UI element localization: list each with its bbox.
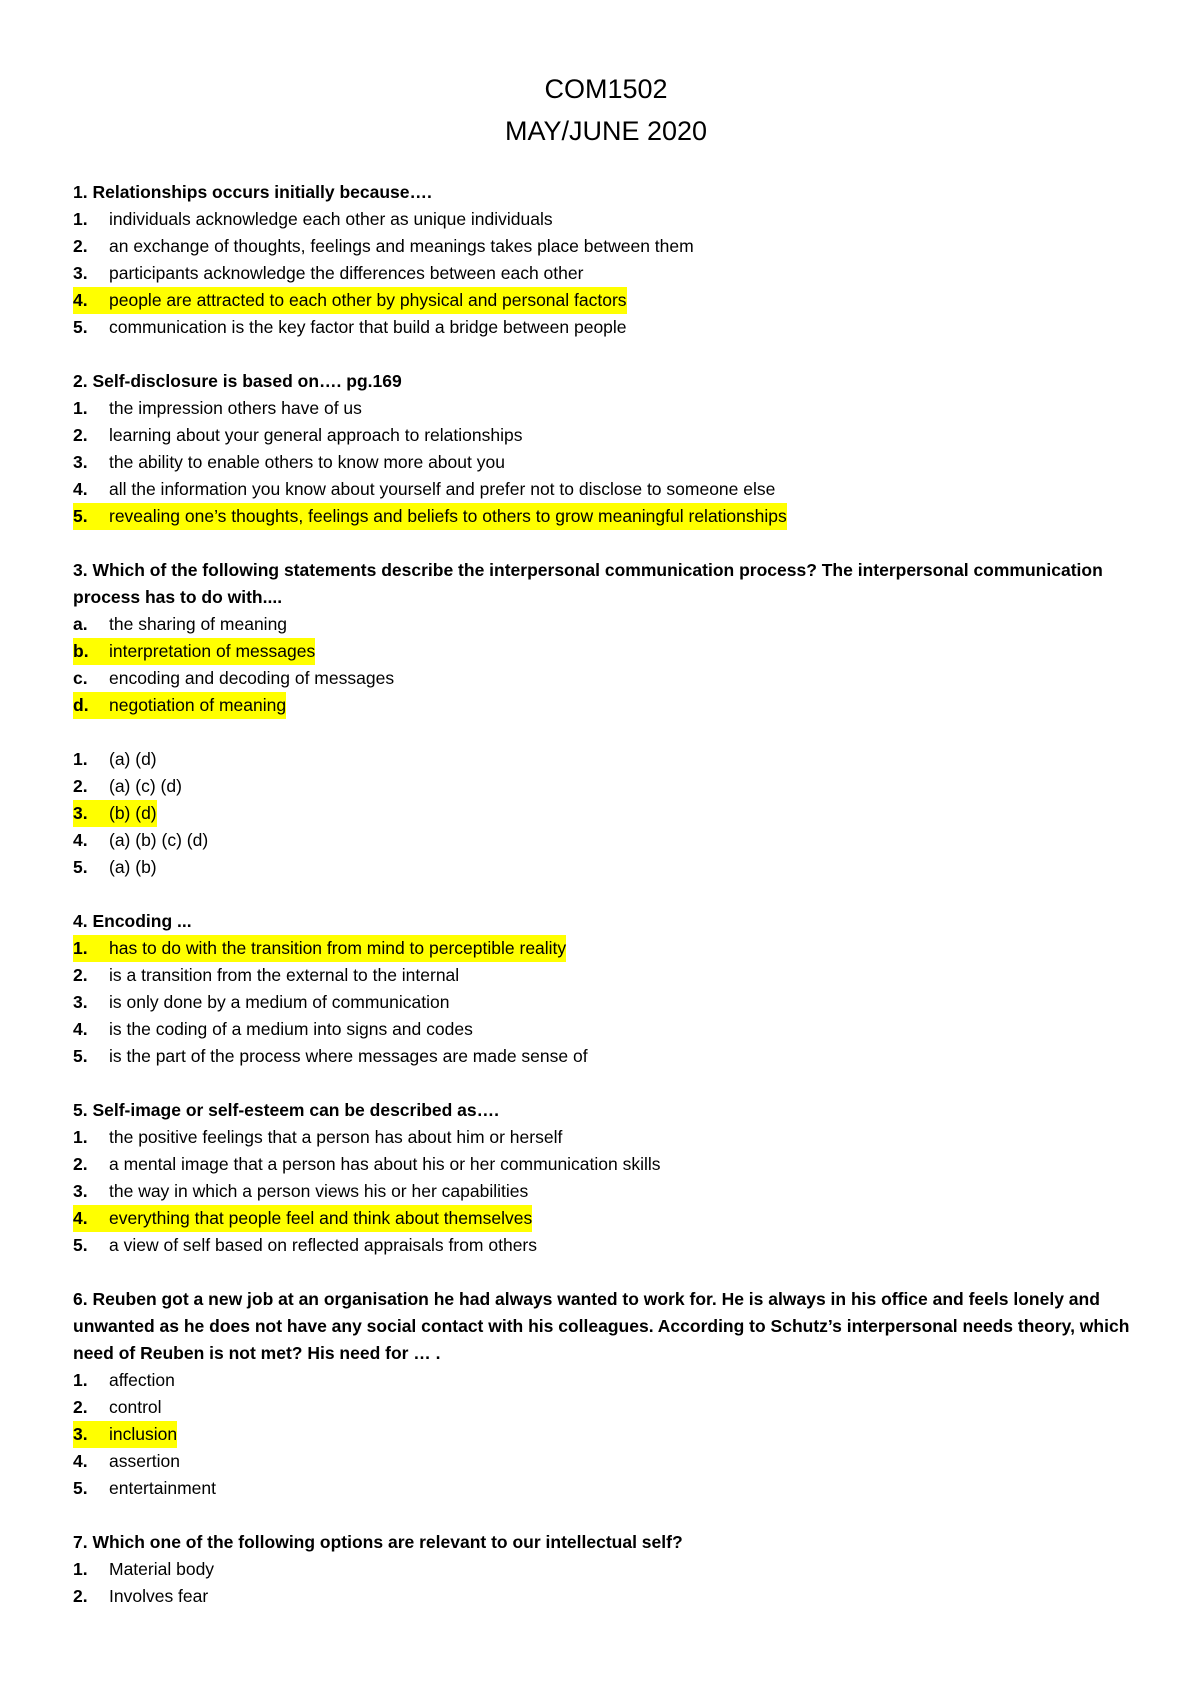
question-stem: 4. Encoding ... bbox=[73, 911, 192, 931]
option-text: inclusion bbox=[109, 1421, 177, 1448]
question-7 bbox=[73, 1529, 1153, 1610]
answer-option bbox=[73, 1583, 1153, 1610]
answer-option bbox=[73, 260, 1153, 287]
option-label: 2. bbox=[73, 776, 88, 796]
option-text: people are attracted to each other by physical and personal factors bbox=[109, 287, 627, 314]
answer-option bbox=[73, 1124, 1153, 1151]
answer-option bbox=[73, 1556, 1153, 1583]
option-text: participants acknowledge the differences between each other bbox=[109, 263, 584, 283]
option-label: 3. bbox=[73, 800, 109, 827]
option-text: affection bbox=[109, 1370, 175, 1390]
option-text: the positive feelings that a person has about him or herself bbox=[109, 1127, 563, 1147]
combination-option bbox=[73, 827, 1153, 854]
answer-option bbox=[73, 314, 1153, 341]
option-text: is only done by a medium of communication bbox=[109, 992, 450, 1012]
answer-option bbox=[73, 287, 1153, 314]
option-label: 3. bbox=[73, 992, 88, 1012]
option-text: an exchange of thoughts, feelings and meanings takes place between them bbox=[109, 236, 694, 256]
option-label: 2. bbox=[73, 965, 88, 985]
option-label: d. bbox=[73, 692, 109, 719]
option-label: 2. bbox=[73, 1154, 88, 1174]
course-code: COM1502 bbox=[544, 74, 668, 104]
option-label: 5. bbox=[73, 1235, 88, 1255]
option-text: negotiation of meaning bbox=[109, 692, 286, 719]
question-6 bbox=[73, 1286, 1153, 1502]
option-label: 5. bbox=[73, 317, 88, 337]
answer-option bbox=[73, 1151, 1153, 1178]
answer-option bbox=[73, 962, 1153, 989]
option-text: individuals acknowledge each other as unique individuals bbox=[109, 209, 553, 229]
answer-option bbox=[73, 449, 1153, 476]
option-text: Material body bbox=[109, 1559, 215, 1579]
answer-option bbox=[73, 503, 1153, 530]
question-2 bbox=[73, 368, 1153, 530]
answer-option bbox=[73, 422, 1153, 449]
answer-option bbox=[73, 1421, 1153, 1448]
question-5 bbox=[73, 1097, 1153, 1259]
combination-option bbox=[73, 746, 1153, 773]
option-text: all the information you know about yourself and prefer not to disclose to someone else bbox=[109, 479, 776, 499]
answer-option bbox=[73, 1205, 1153, 1232]
answer-option bbox=[73, 1475, 1153, 1502]
option-label: 2. bbox=[73, 1586, 88, 1606]
option-text: (a) (b) bbox=[109, 857, 157, 877]
combination-option bbox=[73, 773, 1153, 800]
answer-option bbox=[73, 692, 1153, 719]
option-label: 1. bbox=[73, 1370, 88, 1390]
answer-option bbox=[73, 1043, 1153, 1070]
option-text: control bbox=[109, 1397, 162, 1417]
answer-option bbox=[73, 476, 1153, 503]
option-text: a view of self based on reflected appraisals from others bbox=[109, 1235, 537, 1255]
option-text: everything that people feel and think about themselves bbox=[109, 1205, 532, 1232]
option-label: 1. bbox=[73, 1559, 88, 1579]
option-text: is the part of the process where messages are made sense of bbox=[109, 1046, 588, 1066]
option-label: 3. bbox=[73, 452, 88, 472]
option-label: 5. bbox=[73, 857, 88, 877]
option-label: 4. bbox=[73, 1451, 88, 1471]
option-label: 5. bbox=[73, 1046, 88, 1066]
answer-option bbox=[73, 206, 1153, 233]
option-label: b. bbox=[73, 638, 109, 665]
option-label: 1. bbox=[73, 749, 88, 769]
question-stem: 2. Self-disclosure is based on…. pg.169 bbox=[73, 371, 402, 391]
exam-session: MAY/JUNE 2020 bbox=[504, 116, 708, 146]
option-text: (a) (c) (d) bbox=[109, 776, 182, 796]
option-label: 3. bbox=[73, 1181, 88, 1201]
option-text: learning about your general approach to relationships bbox=[109, 425, 523, 445]
question-stem: 5. Self-image or self-esteem can be described as…. bbox=[73, 1100, 500, 1120]
option-label: 5. bbox=[73, 503, 109, 530]
option-text: communication is the key factor that build a bridge between people bbox=[109, 317, 627, 337]
answer-option bbox=[73, 1367, 1153, 1394]
option-text: has to do with the transition from mind to perceptible reality bbox=[109, 935, 566, 962]
answer-option bbox=[73, 1394, 1153, 1421]
answer-option bbox=[73, 935, 1153, 962]
answer-option bbox=[73, 1016, 1153, 1043]
option-label: 1. bbox=[73, 398, 88, 418]
answer-option bbox=[73, 665, 1153, 692]
option-text: is the coding of a medium into signs and codes bbox=[109, 1019, 473, 1039]
option-label: 3. bbox=[73, 263, 88, 283]
option-text: the ability to enable others to know more about you bbox=[109, 452, 505, 472]
answer-option bbox=[73, 1232, 1153, 1259]
option-text: the sharing of meaning bbox=[109, 614, 288, 634]
answer-option bbox=[73, 1448, 1153, 1475]
option-text: (b) (d) bbox=[109, 800, 157, 827]
option-label: 5. bbox=[73, 1478, 88, 1498]
combination-option bbox=[73, 800, 1153, 827]
option-label: 4. bbox=[73, 1019, 88, 1039]
option-label: 4. bbox=[73, 479, 88, 499]
question-3 bbox=[73, 557, 1153, 881]
option-text: interpretation of messages bbox=[109, 638, 315, 665]
option-label: 2. bbox=[73, 1397, 88, 1417]
option-label: 4. bbox=[73, 287, 109, 314]
question-stem: 7. Which one of the following options are relevant to our intellectual self? bbox=[73, 1532, 683, 1552]
option-text: (a) (b) (c) (d) bbox=[109, 830, 209, 850]
answer-option bbox=[73, 989, 1153, 1016]
option-text: revealing one’s thoughts, feelings and beliefs to others to grow meaningful relationships bbox=[109, 503, 787, 530]
question-stem: 6. Reuben got a new job at an organisation he had always wanted to work for. He is always in his office and feels lonely and unwanted as he does not have any social contact with his colleagues. According to Schutz’s interpersonal needs theory, which need of Reuben is not met? His need for … . bbox=[73, 1289, 1130, 1363]
question-4 bbox=[73, 908, 1153, 1070]
combination-option bbox=[73, 854, 1153, 881]
answer-option bbox=[73, 395, 1153, 422]
option-text: Involves fear bbox=[109, 1586, 209, 1606]
option-text: a mental image that a person has about his or her communication skills bbox=[109, 1154, 661, 1174]
option-text: the impression others have of us bbox=[109, 398, 362, 418]
option-label: 4. bbox=[73, 1205, 109, 1232]
option-label: 1. bbox=[73, 935, 109, 962]
question-stem: 3. Which of the following statements describe the interpersonal communication process? The interpersonal communication process has to do with.... bbox=[73, 560, 1103, 607]
option-label: 2. bbox=[73, 425, 88, 445]
answer-option bbox=[73, 1178, 1153, 1205]
option-text: entertainment bbox=[109, 1478, 217, 1498]
option-label: 2. bbox=[73, 236, 88, 256]
option-text: assertion bbox=[109, 1451, 181, 1471]
option-text: encoding and decoding of messages bbox=[109, 668, 395, 688]
option-text: (a) (d) bbox=[109, 749, 157, 769]
answer-option bbox=[73, 233, 1153, 260]
question-stem: 1. Relationships occurs initially because…. bbox=[73, 182, 432, 202]
option-text: the way in which a person views his or her capabilities bbox=[109, 1181, 529, 1201]
option-text: is a transition from the external to the internal bbox=[109, 965, 460, 985]
answer-option bbox=[73, 638, 1153, 665]
option-label: 1. bbox=[73, 1127, 88, 1147]
option-label: 1. bbox=[73, 209, 88, 229]
spacer bbox=[73, 719, 1153, 746]
option-label: a. bbox=[73, 614, 88, 634]
question-1 bbox=[73, 179, 1153, 341]
option-label: c. bbox=[73, 668, 88, 688]
answer-option bbox=[73, 611, 1153, 638]
question-list bbox=[73, 179, 1153, 1637]
option-label: 3. bbox=[73, 1421, 109, 1448]
option-label: 4. bbox=[73, 830, 88, 850]
